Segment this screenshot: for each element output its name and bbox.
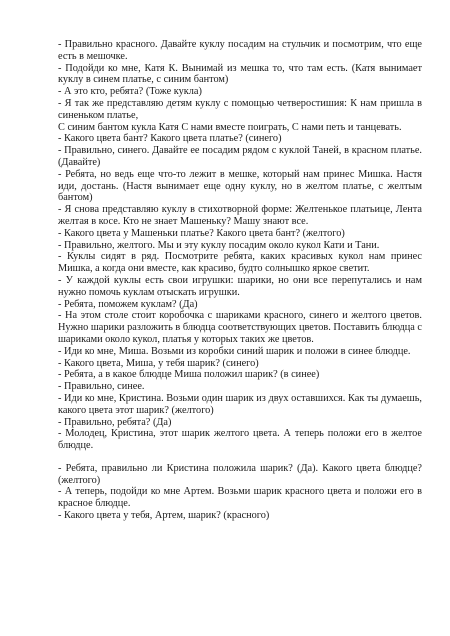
paragraph: - Правильно, ребята? (Да) [58,416,172,428]
paragraph: - Куклы сидят в ряд. Посмотрите ребята, каких красивых кукол нам принес Мишка, а когда они вместе, как красиво, будто солнышко яркое светит. [58,251,422,275]
paragraph: - Правильно, желтого. Мы и эту куклу посадим около кукол Кати и Тани. [58,239,380,251]
paragraph: - Ребята, поможем куклам? (Да) [58,298,198,310]
paragraph: - Подойди ко мне, Катя К. Вынимай из мешка то, что там есть. (Катя вынимает куклу в синем платье, с синим бантом) [58,62,422,86]
paragraph: - Иди ко мне, Кристина. Возьми один шарик из двух оставшихся. Как ты думаешь, какого цвета этот шарик? (желтого) [58,392,422,416]
paragraph: - Правильно, синее. [58,381,145,393]
document-text [58,39,422,522]
paragraph: - Молодец, Кристина, этот шарик желтого цвета. А теперь положи его в желтое блюдце. [58,428,422,452]
paragraph: - Ребята, а в какое блюдце Миша положил шарик? (в синее) [58,369,320,381]
paragraph: - Иди ко мне, Миша. Возьми из коробки синий шарик и положи в синее блюдце. [58,345,411,357]
paragraph: - Какого цвета у тебя, Артем, шарик? (красного) [58,510,270,522]
paragraph: - Я так же представляю детям куклу с помощью четверостишия: К нам пришла в синеньком платье, [58,97,422,121]
paragraph: - Какого цвета, Миша, у тебя шарик? (синего) [58,357,259,369]
paragraph: - Правильно красного. Давайте куклу посадим на стульчик и посмотрим, что еще есть в мешочке. [58,39,422,62]
paragraph: - Правильно, синего. Давайте ее посадим рядом с куклой Таней, в красном платье. (Давайте) [58,145,422,168]
paragraph: - Какого цвета у Машеньки платье? Какого цвета бант? (желтого) [58,227,345,239]
paragraph: - А теперь, подойди ко мне Артем. Возьми шарик красного цвета и положи его в красное блюдце. [58,486,422,510]
paragraph: - Я снова представляю куклу в стихотворной форме: Желтенькое платьице, Лента желтая в косе. Кто не знает Машеньку? Машу знают все. [58,204,422,227]
paragraph: - Ребята, правильно ли Кристина положила шарик? (Да). Какого цвета блюдце? (желтого) [58,462,422,486]
paragraph-spacer [58,452,422,463]
paragraph: - А это кто, ребята? (Тоже кукла) [58,86,202,98]
paragraph: - Ребята, но ведь еще что-то лежит в мешке, который нам принес Мишка. Настя иди, достань. (Настя вынимает еще одну куклу, но в желтом платье, с желтым бантом) [58,168,422,204]
paragraph: - У каждой куклы есть свои игрушки: шарики, но они все перепутались и нам нужно помочь куклам отыскать игрушки. [58,274,422,298]
paragraph: - Какого цвета бант? Какого цвета платье? (синего) [58,133,282,145]
paragraph: С синим бантом кукла Катя С нами вместе поиграть, С нами петь и танцевать. [58,121,402,133]
paragraph: - На этом столе стоит коробочка с шариками красного, синего и желтого цветов. Нужно шарики разложить в блюдца соответствующих цветов. Поставить блюдца с шариками около кукол, платья у которых таких же цветов. [58,310,422,345]
